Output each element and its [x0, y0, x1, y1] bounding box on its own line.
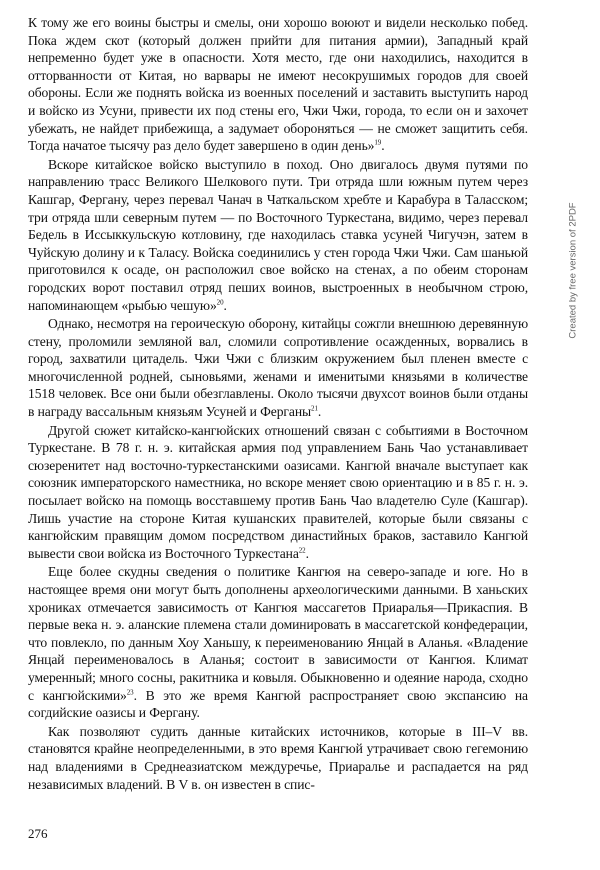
paragraph-5 — [28, 563, 528, 721]
paragraph-text: К тому же его воины быстры и смелы, они хорошо воюют и видели несколько побед. Пока ждем скот (который должен прийти для питания армии), Западный край непременно будет уже в опасности. Хотя место, где они находились, находится в отторванности от Китая, но варвары не имеют несокрушимых городов для своей обороны. Если же поднять войска из военных поселений и заставить выступить народ и войско из Усуни, привести их под стены его, Чжи Чжи, города, то если он и захочет убежать, не найдет прибежища, а задумает обороняться — не сможет защитить себя. Тогда начатое тысячу раз дело будет завершено в один день» — [28, 15, 528, 154]
watermark-text: Created by free version of 2PDF — [567, 201, 579, 339]
paragraph-3 — [28, 315, 528, 421]
paragraph-text: Вскоре китайское войско выступило в поход. Оно двигалось двумя путями по направлению трасс Великого Шелкового пути. Три отряда шли южным путем через Кашгар, Фергану, через перевал Чанач в Чаткальском хребте и Карабура в Таласском; три отряда шли северным путем — по Восточного Туркестана, видимо, через перевал Бедель в Иссыккульскую котловину, где находилась ставка усуней Чигучэн, затем в Чуйскую долину и к Таласу. Войска соединились у стен города Чжи Чжи. Сам шаньюй приготовился к осаде, он расположил свое войско на стенах, а по обеим сторонам городских ворот поставил отряд пеших воинов, выстроенных в необычном строю, напоминающем «рыбью чешую» — [28, 156, 528, 313]
paragraph-tail: . — [381, 138, 385, 154]
paragraph-text: Однако, несмотря на героическую оборону, китайцы сожгли внешнюю деревянную стену, проломили земляной вал, сломили сопротивление осажденных, ворвались в город, захватили цитадель. Чжи Чжи с близким окружением был пленен вместе с многочисленной родней, сыновьями, женами и именитыми князьями в количестве 1518 человек. Все они были обезглавлены. Около тысячи двухсот воинов были отданы в награду вассальным князьям Усуней и Ферганы — [28, 316, 528, 420]
footnote-ref-22: 22 — [298, 546, 306, 555]
paragraph-2 — [28, 156, 528, 314]
footnote-ref-20: 20 — [216, 297, 224, 306]
footnote-ref-19: 19 — [374, 138, 382, 147]
watermark — [566, 145, 580, 395]
paragraph-1 — [28, 14, 528, 155]
paragraph-tail: . В это же время Кангюй распространяет свою экспансию на согдийские оазисы и Фергану. — [28, 687, 528, 721]
paragraph-tail: . — [305, 545, 309, 561]
paragraph-text: Другой сюжет китайско-кангюйских отношений связан с событиями в Восточном Туркестане. В 78 г. н. э. китайская армия под управлением Бань Чао устанавливает сюзеренитет над восточно-туркестанскими оазисами. Кангюй вначале выступает как союзник императорского наместника, но вскоре меняет свою ориентацию и в 85 г. н. э. посылает войско на помощь восставшему против Бань Чао владетелю Суле (Кашгар). Лишь участие на стороне Китая кушанских правителей, которые были связаны с кангюйским правящим домом посредством династийных браков, заставило Кангюй вывести свои войска из Восточного Туркестана — [28, 422, 528, 561]
paragraph-tail: . — [317, 404, 322, 420]
paragraph-text: Как позволяют судить данные китайских источников, которые в III–V вв. становятся крайне неопределенными, в это время Кангюй утрачивает свою гегемонию над владениями в Среднеазиатском междуречье, Приаралье и распадается на ряд независимых владений. В V в. он известен в спис- — [28, 723, 528, 792]
page-number: 276 — [28, 826, 48, 841]
footnote-ref-21: 21 — [311, 404, 318, 413]
paragraph-tail: . — [223, 297, 227, 313]
paragraph-text: Еще более скудны сведения о политике Кангюя на северо-западе и юге. Но в настоящее время они могут быть дополнены археологическими данными. В ханьских хрониках отмечается зависимость от Кангюя массагетов Приаралья—Прикаспия. В первые века н. э. аланские племена стали доминировать в массагетской конфедерации, что повлекло, по данным Хоу Ханьшу, к переименованию Янцай в Аланья. «Владение Янцай переименовалось в Аланья; состоит в зависимости от Кангюя. Климат умеренный; много сосны, ракитника и ковыля. Обыкновенно и одеяние народа, сходно с кангюйскими» — [28, 564, 528, 703]
paragraph-6 — [28, 723, 528, 793]
footnote-ref-23: 23 — [126, 688, 134, 697]
page-body — [28, 14, 528, 793]
paragraph-4 — [28, 422, 528, 563]
